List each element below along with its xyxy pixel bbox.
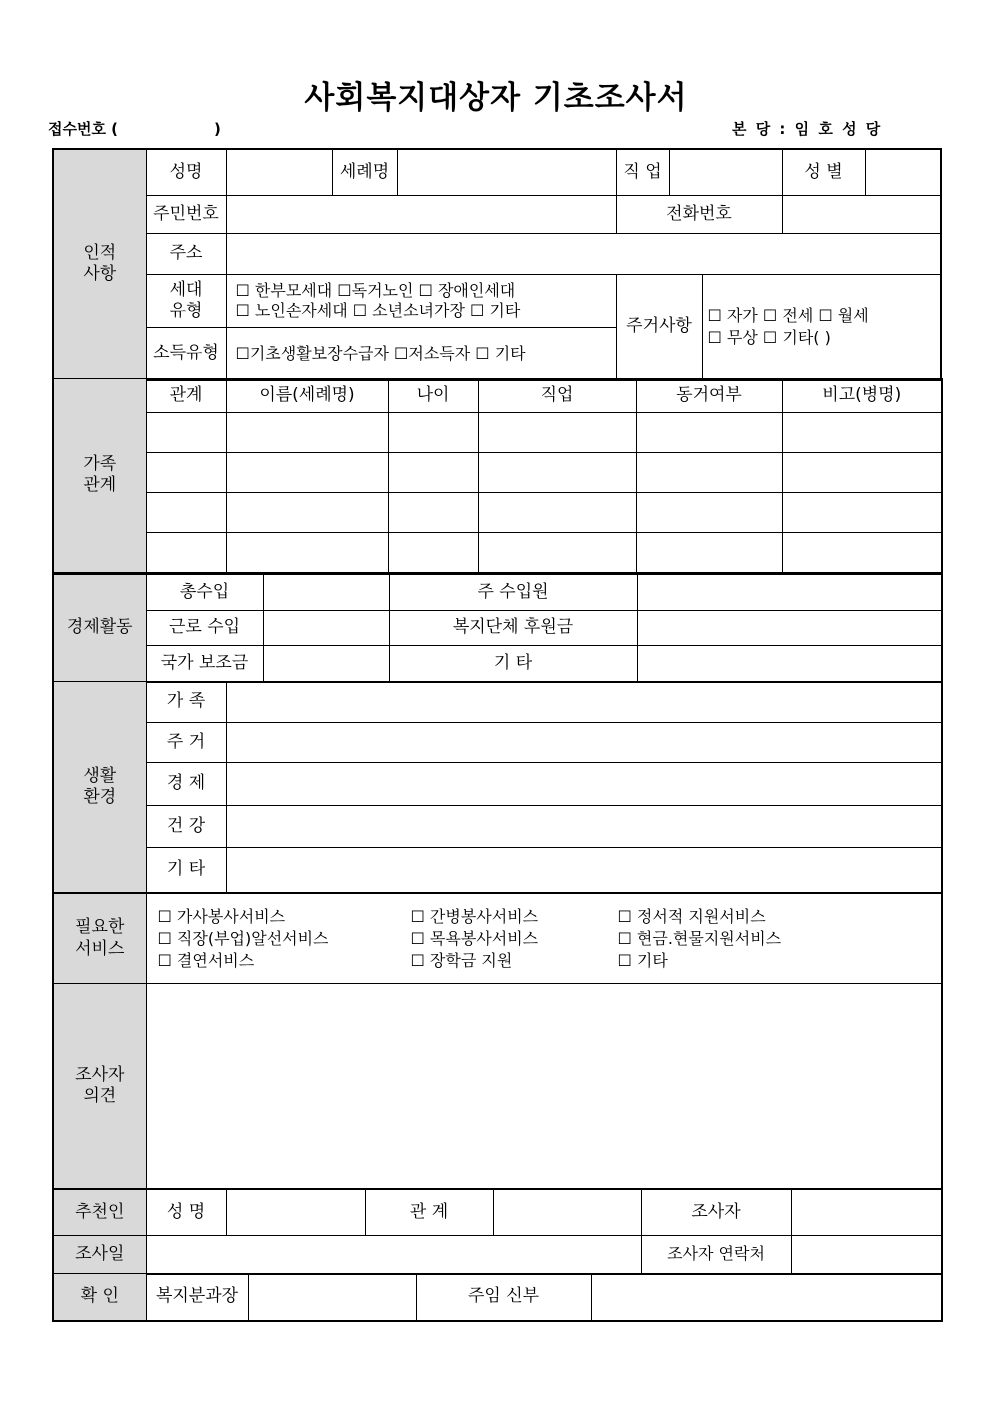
field-baptismal-name[interactable] xyxy=(397,149,616,196)
label-living-economy: 경 제 xyxy=(146,763,226,806)
service-caregiving[interactable]: ☐ 간병봉사서비스 xyxy=(410,906,539,926)
family-header-age: 나이 xyxy=(388,379,478,413)
family-cell[interactable] xyxy=(226,533,388,573)
service-emotional[interactable]: ☐ 정서적 지원서비스 xyxy=(617,906,766,926)
housing-line-1[interactable]: ☐ 자가 ☐ 전세 ☐ 월세 xyxy=(707,306,869,325)
receipt-close: ) xyxy=(214,120,221,138)
gender-block xyxy=(782,149,941,196)
field-work-income[interactable] xyxy=(263,611,389,646)
label-work-income: 근로 수입 xyxy=(146,611,263,646)
field-welfare-head[interactable] xyxy=(248,1274,416,1321)
field-opinion[interactable] xyxy=(146,984,942,1189)
field-phone[interactable] xyxy=(782,196,941,234)
form-table-economy xyxy=(52,574,943,683)
housing-line-2[interactable]: ☐ 무상 ☐ 기타( ) xyxy=(707,328,831,347)
field-address[interactable] xyxy=(226,234,941,275)
family-header-relation: 관계 xyxy=(146,379,226,413)
family-cell[interactable] xyxy=(636,453,782,493)
form-table-services xyxy=(52,893,943,1190)
service-cash-support[interactable]: ☐ 현금.현물지원서비스 xyxy=(617,928,782,948)
family-cell[interactable] xyxy=(146,533,226,573)
label-welfare-support: 복지단체 후원금 xyxy=(389,611,637,646)
housing-options[interactable] xyxy=(702,275,941,380)
family-cell[interactable] xyxy=(478,453,636,493)
label-welfare-head: 복지분과장 xyxy=(146,1274,248,1321)
parish-label: 본 당 : 임 호 성 당 xyxy=(732,120,883,138)
section-confirm: 확 인 xyxy=(53,1274,146,1321)
service-other[interactable]: ☐ 기타 xyxy=(617,950,668,970)
receipt-label: 접수번호 ( xyxy=(48,120,119,138)
field-living-family[interactable] xyxy=(226,682,942,723)
field-economy-other[interactable] xyxy=(637,646,942,682)
label-living-housing: 주 거 xyxy=(146,723,226,763)
family-cell[interactable] xyxy=(636,493,782,533)
section-services: 필요한 서비스 xyxy=(53,894,146,984)
field-survey-date[interactable] xyxy=(146,1236,641,1274)
services-options xyxy=(146,894,942,984)
field-surveyor[interactable] xyxy=(791,1190,942,1236)
family-cell[interactable] xyxy=(478,533,636,573)
field-gov-subsidy[interactable] xyxy=(263,646,389,682)
field-main-source[interactable] xyxy=(637,575,942,611)
family-cell[interactable] xyxy=(782,453,942,493)
field-surveyor-contact[interactable] xyxy=(791,1236,942,1274)
family-cell[interactable] xyxy=(146,413,226,453)
field-gender[interactable] xyxy=(866,150,941,195)
family-cell[interactable] xyxy=(226,453,388,493)
family-row xyxy=(53,533,942,573)
family-cell[interactable] xyxy=(782,493,942,533)
form-table-family xyxy=(52,378,943,574)
label-gov-subsidy: 국가 보조금 xyxy=(146,646,263,682)
label-baptismal-name: 세례명 xyxy=(332,149,397,196)
label-housing: 주거사항 xyxy=(616,275,702,380)
label-living-health: 건 강 xyxy=(146,806,226,848)
label-job: 직 업 xyxy=(616,149,669,196)
family-cell[interactable] xyxy=(226,493,388,533)
field-job[interactable] xyxy=(669,149,782,196)
section-economy: 경제활동 xyxy=(53,575,146,682)
income-type-options[interactable]: ☐기초생활보장수급자 ☐저소득자 ☐ 기타 xyxy=(226,328,616,380)
field-living-economy[interactable] xyxy=(226,763,942,806)
service-scholarship[interactable]: ☐ 장학금 지원 xyxy=(410,950,513,970)
household-line-1[interactable]: ☐ 한부모세대 ☐독거노인 ☐ 장애인세대 xyxy=(235,281,516,300)
section-living: 생활 환경 xyxy=(53,682,146,893)
section-personal: 인적 사항 xyxy=(53,149,146,380)
field-recommender-relation[interactable] xyxy=(493,1190,641,1236)
label-main-source: 주 수입원 xyxy=(389,575,637,611)
label-economy-other: 기 타 xyxy=(389,646,637,682)
field-pastor[interactable] xyxy=(591,1274,942,1321)
field-living-housing[interactable] xyxy=(226,723,942,763)
label-gender: 성 별 xyxy=(783,150,866,195)
family-cell[interactable] xyxy=(388,453,478,493)
receipt-number xyxy=(48,118,221,139)
service-job-placement[interactable]: ☐ 직장(부업)알선서비스 xyxy=(157,928,329,948)
family-cell[interactable] xyxy=(478,493,636,533)
field-welfare-support[interactable] xyxy=(637,611,942,646)
section-opinion: 조사자 의견 xyxy=(53,984,146,1189)
field-name[interactable] xyxy=(226,149,332,196)
field-total-income[interactable] xyxy=(263,575,389,611)
label-name: 성명 xyxy=(146,149,226,196)
section-recommender: 추천인 xyxy=(53,1190,146,1236)
family-cell[interactable] xyxy=(388,413,478,453)
section-family: 가족 관계 xyxy=(53,379,146,573)
field-living-other[interactable] xyxy=(226,848,942,893)
family-cell[interactable] xyxy=(782,413,942,453)
service-bathing[interactable]: ☐ 목욕봉사서비스 xyxy=(410,928,539,948)
label-pastor: 주임 신부 xyxy=(416,1274,591,1321)
label-recommender-name: 성 명 xyxy=(146,1190,226,1236)
form-table-personal-family xyxy=(52,148,942,381)
service-sponsorship[interactable]: ☐ 결연서비스 xyxy=(157,950,255,970)
label-household-type: 세대 유형 xyxy=(146,275,226,328)
family-cell[interactable] xyxy=(226,413,388,453)
household-type-options[interactable] xyxy=(226,275,616,328)
family-cell[interactable] xyxy=(388,533,478,573)
label-living-family: 가 족 xyxy=(146,682,226,723)
section-survey-date: 조사일 xyxy=(53,1236,146,1274)
family-row xyxy=(53,453,942,493)
household-line-2[interactable]: ☐ 노인손자세대 ☐ 소년소녀가장 ☐ 기타 xyxy=(235,301,521,320)
family-header-note: 비고(병명) xyxy=(782,379,942,413)
form-table-confirm xyxy=(52,1273,943,1322)
family-cell[interactable] xyxy=(782,533,942,573)
family-cell[interactable] xyxy=(636,533,782,573)
label-surveyor-contact: 조사자 연락처 xyxy=(641,1236,791,1274)
label-address: 주소 xyxy=(146,234,226,275)
field-living-health[interactable] xyxy=(226,806,942,848)
label-resident-no: 주민번호 xyxy=(146,196,226,234)
label-recommender-relation: 관 계 xyxy=(365,1190,493,1236)
family-cell[interactable] xyxy=(146,493,226,533)
label-income-type: 소득유형 xyxy=(146,328,226,380)
form-table-bottom xyxy=(52,1189,943,1275)
document-title: 사회복지대상자 기초조사서 xyxy=(304,80,688,116)
label-phone: 전화번호 xyxy=(616,196,782,234)
family-cell[interactable] xyxy=(636,413,782,453)
family-cell[interactable] xyxy=(388,493,478,533)
label-surveyor: 조사자 xyxy=(641,1190,791,1236)
family-header-job: 직업 xyxy=(478,379,636,413)
label-living-other: 기 타 xyxy=(146,848,226,893)
service-housework[interactable]: ☐ 가사봉사서비스 xyxy=(157,906,286,926)
family-cell[interactable] xyxy=(146,453,226,493)
family-header-cohabit: 동거여부 xyxy=(636,379,782,413)
field-recommender-name[interactable] xyxy=(226,1190,365,1236)
family-row xyxy=(53,413,942,453)
family-row xyxy=(53,493,942,533)
family-header-name: 이름(세례명) xyxy=(226,379,388,413)
label-total-income: 총수입 xyxy=(146,575,263,611)
field-resident-no[interactable] xyxy=(226,196,616,234)
family-cell[interactable] xyxy=(478,413,636,453)
form-table-living xyxy=(52,681,943,894)
